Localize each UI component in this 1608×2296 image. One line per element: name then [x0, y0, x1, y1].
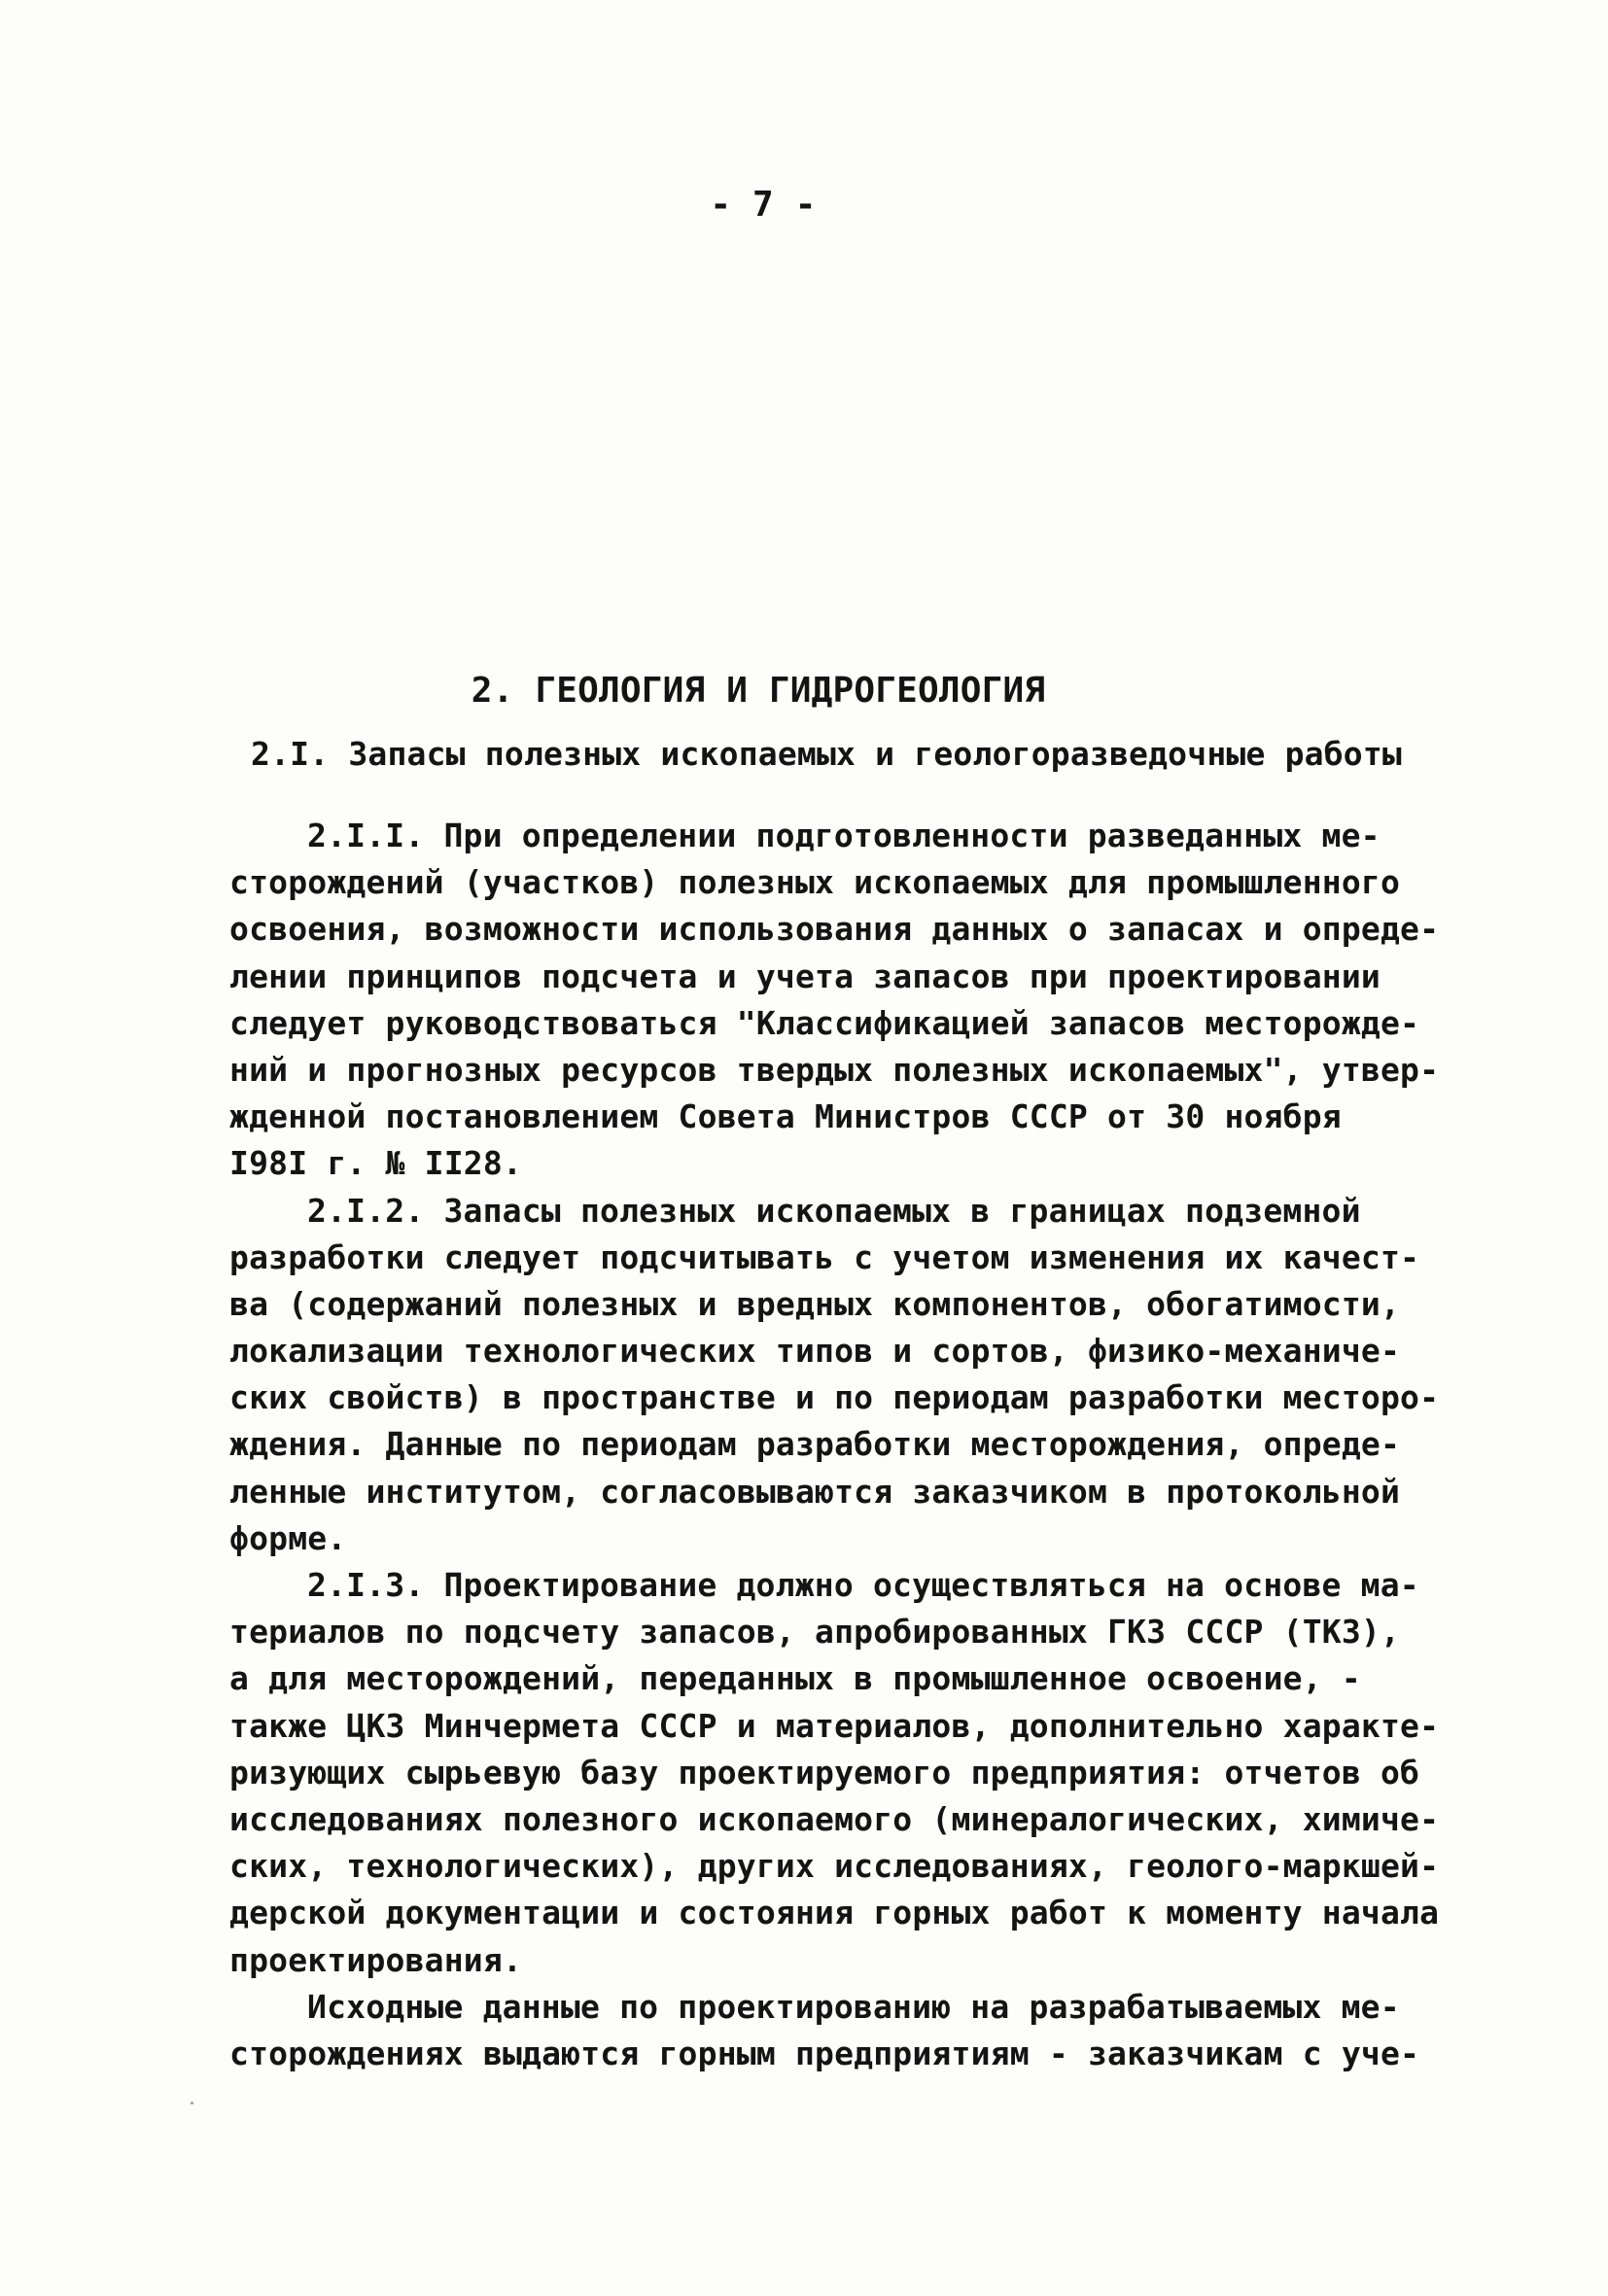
text-line: также ЦКЗ Минчермета СССР и материалов, дополнительно характе-: [229, 1706, 1440, 1745]
subsection-title: 2.I. Запасы полезных ископаемых и геологоразведочные работы: [251, 735, 1402, 773]
text-line: локализации технологических типов и сортов, физико-механиче-: [229, 1332, 1401, 1371]
text-line: форме.: [229, 1518, 347, 1557]
text-line: ва (содержаний полезных и вредных компонентов, обогатимости,: [229, 1284, 1401, 1323]
text-line: 2.I.I. При определении подготовленности разведанных ме-: [307, 817, 1381, 854]
text-line: лении принципов подсчета и учета запасов при проектировании: [229, 957, 1381, 995]
text-line: жденной постановлением Совета Министров СССР от 30 ноября: [229, 1097, 1342, 1136]
text-line: ленные институтом, согласовываются заказчиком в протокольной: [229, 1472, 1401, 1511]
text-line: разработки следует подсчитывать с учетом изменения их качест-: [229, 1237, 1420, 1276]
text-line: ризующих сырьевую базу проектируемого предприятия: отчетов об: [229, 1753, 1420, 1792]
body-text: [229, 813, 1440, 2077]
text-line: Исходные данные по проектированию на разрабатываемых ме-: [307, 1987, 1400, 2026]
scan-speck: [191, 2102, 193, 2105]
text-line: освоения, возможности использования данных о запасах и опреде-: [229, 910, 1440, 949]
text-line: проектирования.: [229, 1940, 523, 1979]
section-title: 2. ГЕОЛОГИЯ И ГИДРОГЕОЛОГИЯ: [471, 671, 1046, 711]
text-line: сторождениях выдаются горным предприятиям - заказчикам с уче-: [229, 2034, 1420, 2072]
text-line: I98I г. № II28.: [229, 1144, 523, 1183]
text-line: следует руководствоваться "Классификацией запасов месторожде-: [229, 1003, 1420, 1042]
text-line: ждения. Данные по периодам разработки месторождения, опреде-: [229, 1425, 1401, 1464]
text-line: дерской документации и состояния горных работ к моменту начала: [229, 1894, 1440, 1932]
page-number: - 7 -: [710, 185, 817, 225]
text-line: 2.I.2. Запасы полезных ископаемых в границах подземной: [307, 1191, 1361, 1230]
text-line: ских, технологических), других исследованиях, геолого-маркшей-: [229, 1847, 1440, 1886]
text-line: 2.I.3. Проектирование должно осуществляться на основе ма-: [307, 1566, 1419, 1604]
text-line: сторождений (участков) полезных ископаемых для промышленного: [229, 863, 1401, 902]
text-line: исследованиях полезного ископаемого (минералогических, химиче-: [229, 1799, 1440, 1838]
text-line: а для месторождений, переданных в промышленное освоение, -: [229, 1659, 1361, 1698]
text-line: териалов по подсчету запасов, апробированных ГКЗ СССР (ТКЗ),: [229, 1613, 1401, 1652]
text-line: ний и прогнозных ресурсов твердых полезных ископаемых", утвер-: [229, 1050, 1440, 1089]
text-line: ских свойств) в пространстве и по периодам разработки месторо-: [229, 1378, 1440, 1417]
